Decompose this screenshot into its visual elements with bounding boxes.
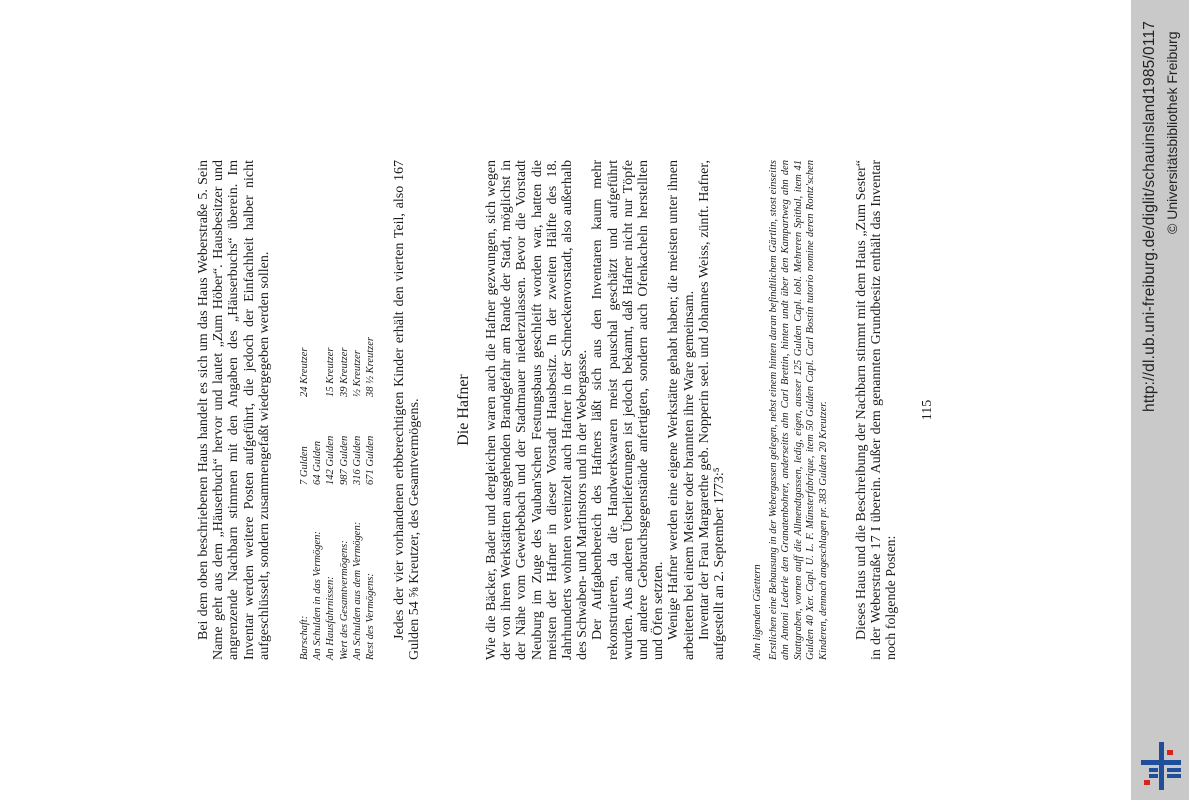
paragraph-text: Der Aufgabenbereich des Hafners läßt sich aus den Inventaren kaum mehr rekonstruieren, da die Handwerkswaren meist pauschal geschätzt und aufgeführt wurden. Aus anderen Überlieferungen ist jedoch bekannt, daß Hafner nicht nur Töpfe und andere Gebrauchsgegenstände anfertigten, sondern auch Ofenkacheln herstellten und Öfen setzten. — [590, 160, 667, 660]
paragraph-text: Wie die Bäcker, Bader und dergleichen waren auch die Hafner gezwungen, sich wegen der von ihren Werkstätten ausgehenden Brandgefahr am Rande der Stadt, möglichst in der Nähe vom Gewerbebach und der Stadtmauer niederzulassen. Bevor die Vorstadt Neuburg im Zuge des Vauban'schen Festungsbaus geschleift worden war, hatten die meisten der Hafner in dieser Vorstadt Hausbesitz. In der zweiten Hälfte des 18. Jahrhunderts wohnten vereinzelt auch Hafner in der Schneckenvorstadt, also außerhalb des Schwaben- und Martinstors und in der Webergasse. — [484, 160, 591, 660]
ub-freiburg-logo-icon — [1141, 742, 1181, 790]
asset-row — [298, 160, 311, 660]
asset-extra: 39 Kreutzer — [338, 347, 350, 397]
paragraph-inheritance — [392, 160, 422, 660]
page-number: 115 — [920, 399, 935, 421]
asset-extra: 24 Kreutzer — [299, 347, 310, 397]
asset-label: An Hausfahrnissen: — [325, 576, 337, 660]
inventory-text: Erstlichen eine Behausung in der Webergassen gelegen, nebst einem hinten daran befindtlichem Gärtlin, stost einseitts ahn Antoni Lederle den Granatenbohrer, anderseitts ahn Carl Brettin, hinten undt über den Kampartweg ahn den Stattgraben, vornen auff die Allmendtgassen, ledig, eigen, ausser 125 Gulden Capl. lobl. Mehreren Spithal, item 41 Gulden 40 Xer. Capl. U. L. F. Münsterfabrique, item 50 Gulden Capl. Carl Bostin tutorio nomine deren Rontz'schen Kinderen, dennach angeschlagen pr. 383 Gulden 20 Kreutzer. — [767, 160, 829, 660]
asset-extra: 38 ½ Kreutzer — [365, 337, 377, 397]
paragraph-closing — [854, 160, 900, 660]
asset-value: 64 Gulden — [312, 440, 324, 485]
asset-value: 7 Gulden — [299, 446, 310, 485]
paragraph-text: Inventar der Frau Margarethe geb. Nopperin seel. und Johannes Weiss, zünft. Hafner, aufgestellt an 2. September 1773:⁵ — [696, 160, 728, 660]
asset-row — [338, 160, 351, 660]
paragraph-text: Bei dem oben beschriebenen Haus handelt es sich um das Haus Weberstraße 5. Sein Name geht aus dem „Häuserbuch“ hervor und lautet „Zum Höber“. Hausbesitzer und angrenzende Nachbarn stimmen mit den Angaben des „Häuserbuchs“ überein. Im Inventar werden weitere Posten aufgeführt, die jedoch der Einfachheit halber nicht aufgeschlüsselt, sondern zusammengefaßt wiedergegeben werden sollen. — [196, 160, 272, 660]
asset-value: 987 Gulden — [338, 435, 350, 485]
inventory-title: Ahn ligenden Güettern — [752, 564, 763, 660]
asset-value: 316 Gulden — [351, 435, 363, 485]
asset-label: Barschaft: — [299, 615, 310, 660]
copyright-notice: © Universitätsbibliothek Freiburg — [1164, 31, 1180, 234]
asset-label: An Schulden aus dem Vermögen: — [351, 521, 363, 660]
section-heading: Die Hafner — [455, 374, 472, 446]
paragraph-intro — [196, 160, 272, 660]
assets-list — [298, 160, 377, 660]
citation-sidebar — [1131, 0, 1189, 800]
asset-row — [364, 160, 377, 660]
paragraph-text: Wenige Hafner werden eine eigene Werkstätte gehabt haben; die meisten unter ihnen arbeiteten bei einem Meister oder brannten ihre Ware gemeinsam. — [666, 160, 697, 660]
asset-label: Wert des Gesamtvermögens: — [338, 540, 350, 660]
hafner-section-body — [484, 160, 727, 660]
asset-extra: ½ Kreutzer — [351, 350, 363, 397]
paragraph-text: Dieses Haus und die Beschreibung der Nachbarn stimmt mit dem Haus „Zum Sester“ in der Weberstraße 17 I überein. Außer dem genannten Grundbesitz enthält das Inventar noch folgende Posten: — [854, 160, 900, 660]
rotated-citation — [1131, 0, 1189, 430]
asset-value: 671 Gulden — [365, 435, 377, 485]
asset-row — [311, 160, 324, 660]
source-url[interactable]: http://dl.ub.uni-freiburg.de/diglit/schauinsland1985/0117 — [1141, 20, 1158, 412]
paragraph-text: Jedes der vier vorhandenen erbberechtigten Kinder erhält den vierten Teil, also 167 Gulden 54 ⅝ Kreutzer, des Gesamtvermögens. — [392, 160, 423, 660]
asset-row — [324, 160, 337, 660]
inventory-quote — [752, 160, 831, 660]
asset-extra: 15 Kreutzer — [325, 347, 337, 397]
asset-label: Rest des Vermögens: — [365, 573, 377, 660]
rotated-document-page — [192, 0, 948, 800]
asset-row — [351, 160, 364, 660]
asset-value: 142 Gulden — [325, 435, 337, 485]
asset-label: An Schulden in das Vermögen: — [312, 531, 324, 660]
